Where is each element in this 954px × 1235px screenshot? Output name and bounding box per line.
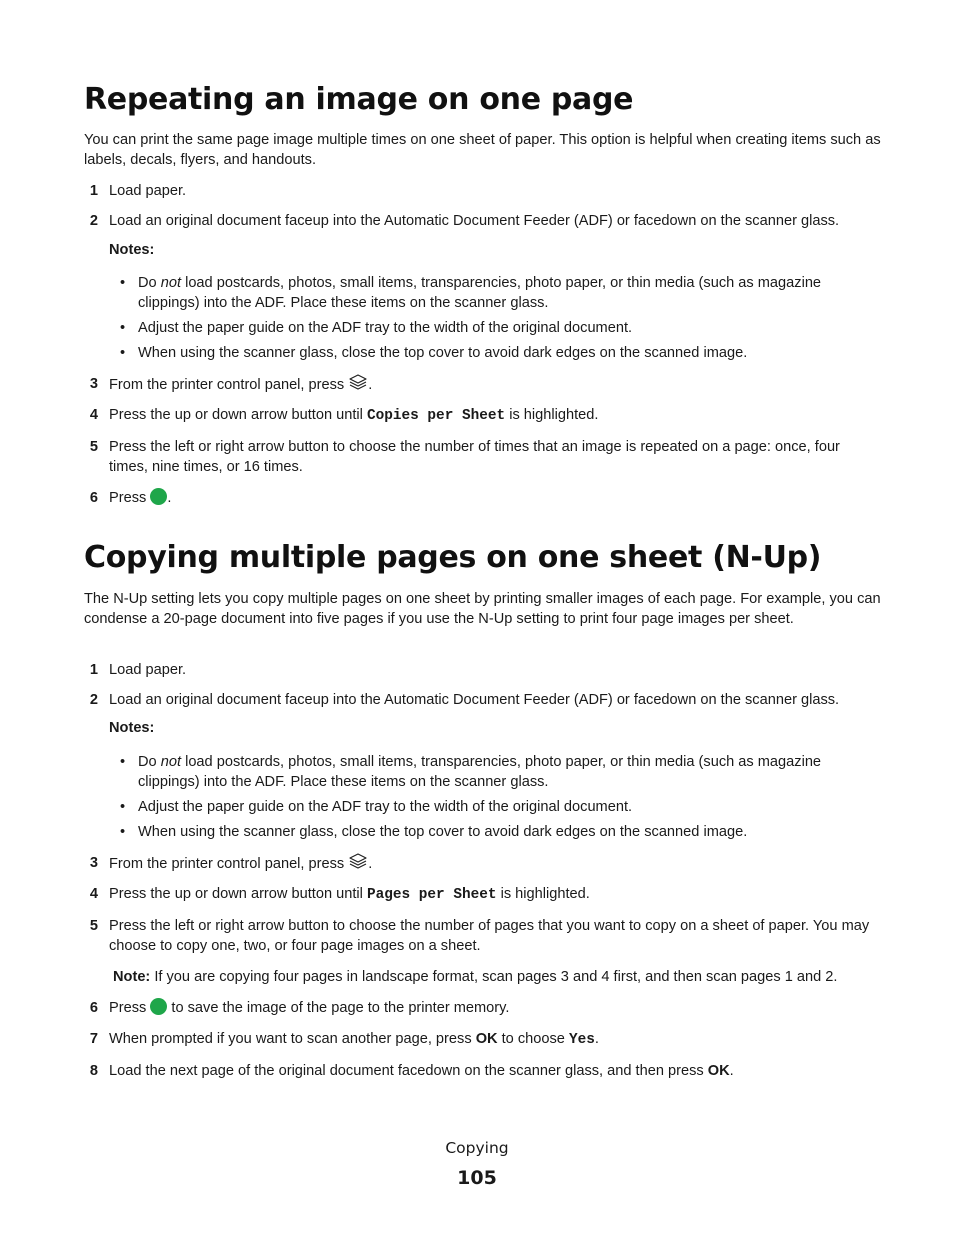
- step-text: Load an original document faceup into the Automatic Document Feeder (ADF) or facedown on the scanner glass.: [109, 213, 840, 229]
- menu-option-code: Yes: [568, 1032, 595, 1048]
- step-number: 4: [89, 886, 98, 902]
- step-text: Press to save the image of the page to the printer memory.: [109, 1000, 510, 1016]
- step-number: 5: [89, 918, 98, 934]
- step-text: Press the left or right arrow button to choose the number of times that an image is repeated on a page: once, four times, nine times, or 16 times.: [109, 439, 840, 475]
- step-text: When prompted if you want to scan another page, press OK to choose Yes.: [109, 1031, 599, 1048]
- start-button-icon: [150, 998, 167, 1015]
- step-number: 3: [89, 855, 98, 871]
- step-note: Note: If you are copying four pages in landscape format, scan pages 3 and 4 first, and then scan pages 1 and 2.: [113, 969, 838, 985]
- note-text: When using the scanner glass, close the top cover to avoid dark edges on the scanned image.: [138, 345, 748, 361]
- step-number: 6: [89, 1000, 98, 1016]
- bullet-dot: •: [120, 345, 126, 361]
- step-text: Press the left or right arrow button to choose the number of pages that you want to copy on a sheet of paper. You may choose to copy one, two, or four page images on a sheet.: [109, 918, 870, 954]
- notes-label: Notes:: [109, 242, 155, 258]
- bullet-dot: •: [120, 320, 126, 336]
- step-number: 6: [89, 490, 98, 506]
- step-text: Load paper.: [109, 662, 187, 678]
- note-text: Do not load postcards, photos, small items, transparencies, photo paper, or thin media (such as magazine clippings) into the ADF. Place these items on the scanner glass.: [138, 754, 822, 790]
- menu-option-code: Pages per Sheet: [366, 887, 497, 903]
- step-number: 3: [89, 376, 98, 392]
- note-label: Note:: [113, 969, 151, 985]
- menu-option-code: Copies per Sheet: [366, 408, 506, 424]
- section-intro: The N-Up setting lets you copy multiple pages on one sheet by printing smaller images of each page. For example, you can condense a 20-page document into five pages if you use the N-Up setting to print four page images per sheet.: [84, 591, 881, 627]
- step-text: Load an original document faceup into the Automatic Document Feeder (ADF) or facedown on the scanner glass.: [109, 692, 840, 708]
- copy-button-icon: [348, 853, 368, 871]
- step-number: 5: [89, 439, 98, 455]
- step-text: From the printer control panel, press .: [109, 853, 879, 874]
- step-number: 2: [89, 213, 98, 229]
- start-button-icon: [150, 488, 167, 505]
- step-number: 7: [89, 1031, 98, 1047]
- bullet-dot: •: [120, 275, 126, 291]
- step-text: Load paper.: [109, 183, 187, 199]
- step-number: 1: [89, 662, 98, 678]
- bullet-dot: •: [120, 754, 126, 770]
- note-text: When using the scanner glass, close the top cover to avoid dark edges on the scanned image.: [138, 824, 748, 840]
- notes-label: Notes:: [109, 720, 155, 736]
- step-text: Press the up or down arrow button until Copies per Sheet is highlighted.: [109, 407, 599, 424]
- step-number: 4: [89, 407, 98, 423]
- section-title-n-up: Copying multiple pages on one sheet (N-Up): [84, 540, 822, 575]
- note-text: Adjust the paper guide on the ADF tray to the width of the original document.: [138, 320, 633, 336]
- step-number: 8: [89, 1063, 98, 1079]
- note-text: Adjust the paper guide on the ADF tray to the width of the original document.: [138, 799, 633, 815]
- note-text: Do not load postcards, photos, small items, transparencies, photo paper, or thin media (such as magazine clippings) into the ADF. Place these items on the scanner glass.: [138, 275, 822, 311]
- bullet-dot: •: [120, 824, 126, 840]
- step-text: Press the up or down arrow button until Pages per Sheet is highlighted.: [109, 886, 590, 903]
- section-title-repeating: Repeating an image on one page: [84, 82, 634, 117]
- step-number: 2: [89, 692, 98, 708]
- step-text: From the printer control panel, press .: [109, 374, 879, 395]
- copy-button-icon: [348, 374, 368, 392]
- step-text: Load the next page of the original document facedown on the scanner glass, and then press OK.: [109, 1063, 734, 1079]
- section-intro: You can print the same page image multiple times on one sheet of paper. This option is helpful when creating items such as labels, decals, flyers, and handouts.: [84, 132, 881, 168]
- step-number: 1: [89, 183, 98, 199]
- page-number: 105: [457, 1167, 497, 1189]
- footer-section-name: Copying: [445, 1139, 509, 1157]
- bullet-dot: •: [120, 799, 126, 815]
- step-text: Press .: [109, 490, 172, 506]
